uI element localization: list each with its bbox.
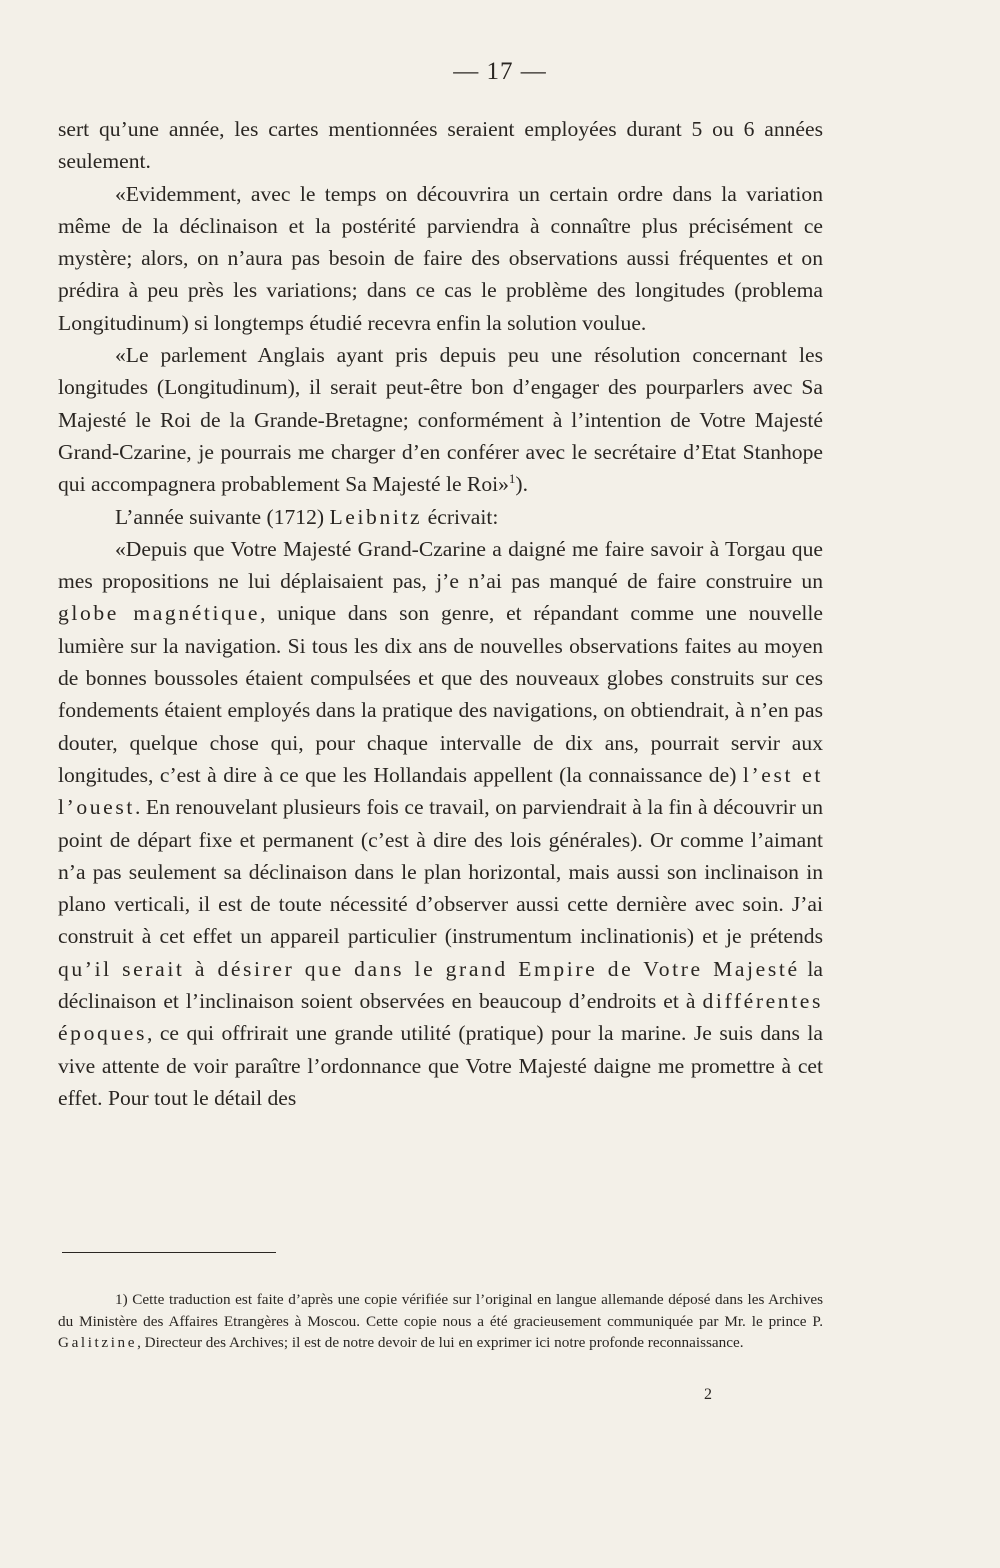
paragraph-3: [58, 339, 823, 500]
paragraph-4-end: écrivait:: [422, 504, 499, 529]
paragraph-5-text-a: «Depuis que Votre Majesté Grand-Czarine a daigné me faire savoir à Torgau que mes propositions ne lui déplaisaient pas, j’e n’ai pas manqué de faire construire un: [58, 536, 823, 594]
paragraph-4-text: L’année suivante (1712): [115, 504, 330, 529]
name-galitzine: Galitzine: [58, 1334, 138, 1351]
footnote-1-end: , Directeur des Archives; il est de notre devoir de lui en exprimer ici notre profonde reconnaissance.: [137, 1334, 744, 1351]
paragraph-1: sert qu’une année, les cartes mentionnées seraient employées durant 5 ou 6 années seulement.: [58, 117, 823, 174]
paragraph-4: [58, 501, 823, 533]
term-lest-louest: l’est et l’ouest: [58, 762, 823, 820]
footnotes: [58, 1289, 823, 1354]
footnote-1-text: 1) Cette traduction est faite d’après une copie vérifiée sur l’original en langue allemande déposé dans les Archives du Ministère des Affaires Etrangères à Moscou. Cette copie nous a été gracieusement communiquée par Mr. le prince P.: [58, 1291, 823, 1330]
phrase-quil-serait: qu’il serait à désirer que dans le grand Empire de Votre Majesté: [58, 956, 800, 981]
paragraph-2: «Evidemment, avec le temps on découvrira un certain ordre dans la variation même de la déclinaison et la postérité parviendra à connaître plus précisément ce mystère; alors, on n’aura pas besoin de faire des observations aussi fréquentes et on prédira à peu près les variations; dans ce cas le problème des longitudes (problema Longitudinum) si longtemps étudié recevra enfin la solution voulue.: [58, 181, 823, 335]
footnote-separator: [62, 1252, 276, 1253]
paragraph-5-text-e: , ce qui offrirait une grande utilité (pratique) pour la marine. Je suis dans la vive attente de voir paraître l’ordonnance que Votre Majesté daigne me promettre à cet effet. Pour tout le détail des: [58, 1021, 823, 1110]
phrase-differentes-epoques: différentes époques: [58, 989, 823, 1046]
page-number: — 17 —: [453, 58, 547, 85]
footnote-reference: 1: [508, 471, 516, 487]
footnote-reference-suffix: ).: [515, 472, 529, 497]
signature-mark: 2: [704, 1386, 712, 1403]
paragraph-5-text-b: , unique dans son genre, et répandant comme une nouvelle lumière sur la navigation. Si tous les dix ans de nouvelles observations faites au moyen de bonnes boussoles étaient compulsées et que des nouveaux globes construits sur ces fondements étaient employés dans la pratique des navigations, on obtiendrait, à n’en pas douter, quelque chose qui, pour chaque intervalle de dix ans, pourrait servir aux longitudes, c’est à dire à ce que les Hollandais appellent (la connaissance de): [58, 601, 823, 787]
paragraph-3-text: «Le parlement Anglais ayant pris depuis peu une résolution concernant les longitudes (Longitudinum), il serait peut-être bon d’engager des pourparlers avec Sa Majesté le Roi de la Grande-Bretagne; conformément à l’intention de Votre Majesté Grand-Czarine, je pourrais me charger d’en conférer avec le secrétaire d’Etat Stanhope qui accompagnera probablement Sa Majesté le Roi»: [58, 343, 823, 497]
paragraph-5-text-c: . En renouvelant plusieurs fois ce travail, on parviendrait à la fin à découvrir un point de départ fixe et permanent (c’est à dire des lois générales). Or comme l’aimant n’a pas seulement sa déclinaison dans le plan horizontal, mais aussi son inclinaison in plano verticali, il est de toute nécessité d’observer aussi cette dernière avec soin. J’ai construit à cet effet un appareil particulier (instrumentum inclinationis) et je prétends: [58, 795, 823, 949]
term-globe-magnetique: globe magnétique: [58, 601, 261, 626]
body-text: [58, 113, 823, 1114]
paragraph-5: [58, 533, 823, 1114]
paragraph-5-text-d: la déclinaison et l’inclinaison soient observées en beaucoup d’endroits et à: [58, 956, 824, 1014]
footnote-1: [58, 1289, 823, 1354]
name-leibnitz: Leibnitz: [329, 504, 423, 529]
